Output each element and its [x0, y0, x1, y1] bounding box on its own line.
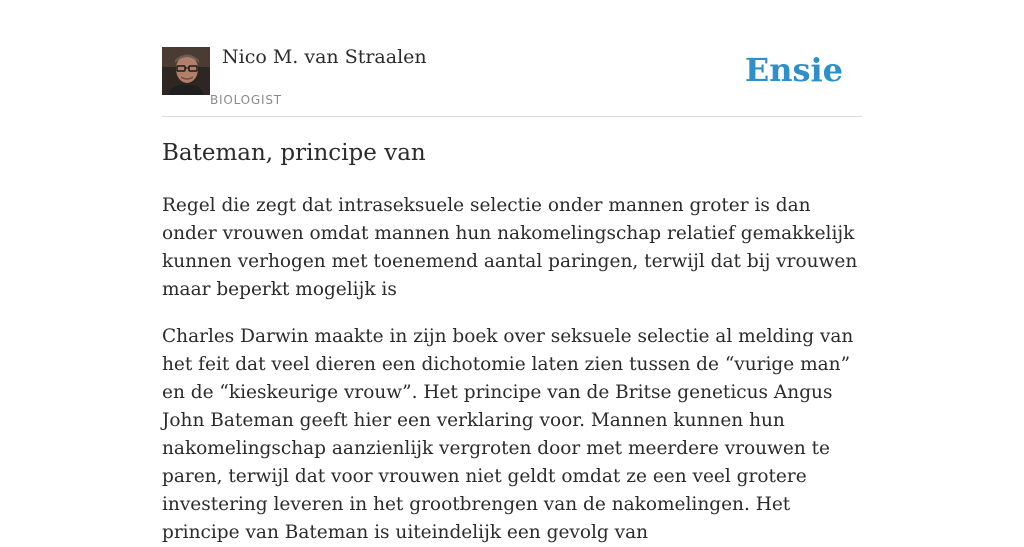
author-photo [162, 47, 210, 95]
author-avatar[interactable] [162, 47, 210, 95]
entry-definition: Regel die zegt dat intraseksuele selectie onder mannen groter is dan onder vrouwen omdat mannen hun nakomelingschap relatief gemakkelijk kunnen verhogen met toenemend aantal paringen, terwijl dat bij vrouwen maar beperkt mogelijk is [162, 195, 858, 300]
author-role: BIOLOGIST [210, 93, 282, 107]
author-header [162, 46, 862, 117]
entry-body: Charles Darwin maakte in zijn boek over seksuele selectie al melding van het feit dat veel dieren een dichotomie laten zien tussen de “vurige man” en de “kieskeurige vrouw”. Het principe van de Britse geneticus Angus John Bateman geeft hier een verklaring voor. Mannen kunnen hun nakomelingschap aanzienlijk vergroten door met meerdere vrouwen te paren, terwijl dat voor vrouwen niet geldt omdat ze een veel grotere investering leveren in het grootbrengen van de nakomelingen. Het principe van Bateman is uiteindelijk een gevolg van [162, 326, 854, 543]
author-name[interactable]: Nico M. van Straalen [222, 46, 427, 68]
entry-title: Bateman, principe van [162, 140, 426, 166]
ensie-logo[interactable]: Ensie [744, 51, 843, 89]
